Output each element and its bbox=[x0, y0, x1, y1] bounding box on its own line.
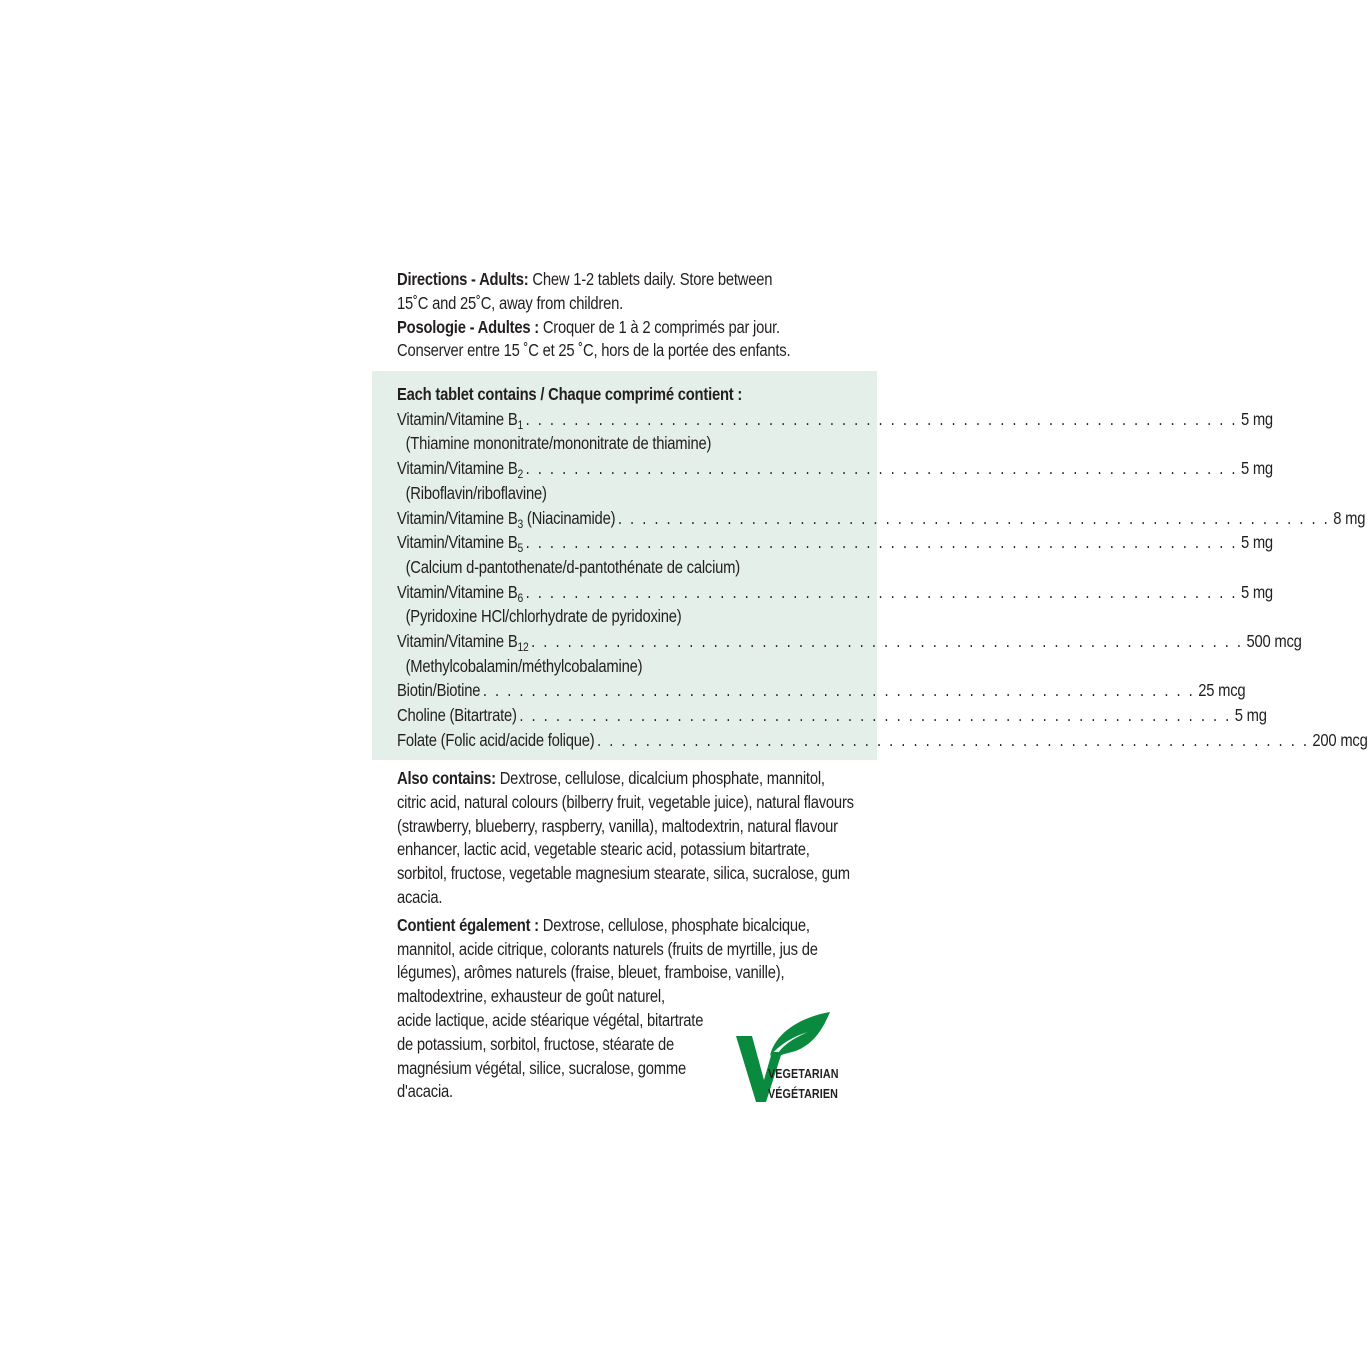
directions-en-text-1: Chew 1-2 tablets daily. Store between bbox=[528, 269, 773, 289]
ingredient-source: (Calcium d-pantothenate/d-pantothénate de calcium) bbox=[405, 556, 740, 577]
directions-fr-label: Posologie - Adultes : bbox=[397, 316, 539, 337]
ingredient-subscript: 2 bbox=[517, 467, 524, 482]
ingredient-amount: 5 mg bbox=[1234, 705, 1267, 726]
ingredient-subscript: 5 bbox=[517, 541, 524, 556]
directions-en-text-2: 15˚C and 25˚C, away from children. bbox=[397, 292, 624, 313]
directions-en-label: Directions - Adults: bbox=[397, 269, 529, 289]
ingredient-row bbox=[397, 506, 1366, 531]
ingredient-source: (Pyridoxine HCl/chlorhydrate de pyridoxine) bbox=[405, 606, 682, 627]
ingredient-amount: 8 mg bbox=[1333, 507, 1366, 528]
ingredient-name-text: Vitamin/Vitamine B bbox=[397, 408, 518, 429]
ingredient-name-text: Vitamin/Vitamine B bbox=[397, 507, 518, 528]
ingredient-amount: 5 mg bbox=[1240, 532, 1273, 553]
ingredient-name bbox=[397, 728, 594, 753]
ingredients-panel bbox=[372, 371, 1368, 760]
also-contains-fr bbox=[397, 914, 857, 1009]
ingredient-name-text: Vitamin/Vitamine B bbox=[397, 631, 518, 652]
dot-leader: . . . . . . . . . . . . . . . . . . . . . . . . . . . . . . . . . . . . . . . . . . . . . . . . . . . . . . . . . . . bbox=[482, 680, 1195, 701]
ingredient-source: (Thiamine mononitrate/mononitrate de thiamine) bbox=[405, 433, 712, 454]
ingredient-name bbox=[397, 580, 523, 605]
ingredient-subscript: 1 bbox=[517, 417, 524, 432]
ingredient-name-text: Vitamin/Vitamine B bbox=[397, 581, 518, 602]
directions-fr bbox=[397, 316, 857, 364]
ingredient-row bbox=[397, 456, 1273, 482]
dot-leader: . . . . . . . . . . . . . . . . . . . . . . . . . . . . . . . . . . . . . . . . . . . . . . . . . . . . . . . . . . . bbox=[617, 507, 1330, 528]
also-contains-en-label: Also contains: bbox=[397, 768, 496, 788]
also-contains-fr-narrow: acide lactique, acide stéarique végétal, bitartrate de potassium, sorbitol, fructose, stéarate de magnésium végétal, silice, sucralose, gomme d'acacia. bbox=[397, 1009, 704, 1102]
vegetarian-label-fr: VÉGÉTARIEN bbox=[768, 1087, 838, 1101]
dot-leader: . . . . . . . . . . . . . . . . . . . . . . . . . . . . . . . . . . . . . . . . . . . . . . . . . . . . . . . . . . . bbox=[525, 408, 1238, 429]
directions-fr-text-2: Conserver entre 15 ˚C et 25 ˚C, hors de la portée des enfants. bbox=[397, 340, 791, 361]
also-contains-en bbox=[397, 767, 857, 910]
ingredient-name bbox=[397, 456, 523, 481]
ingredient-name-text: Biotin/Biotine bbox=[397, 680, 481, 701]
ingredient-amount: 25 mcg bbox=[1198, 680, 1246, 701]
vegetarian-logo bbox=[734, 1010, 859, 1106]
directions-section bbox=[397, 268, 857, 363]
ingredient-name-text: Vitamin/Vitamine B bbox=[397, 458, 518, 479]
directions-fr-text-1: Croquer de 1 à 2 comprimés par jour. bbox=[538, 316, 780, 337]
ingredient-subscript: 3 bbox=[517, 516, 524, 531]
vegetarian-label-en: VEGETARIAN bbox=[768, 1067, 839, 1081]
dot-leader: . . . . . . . . . . . . . . . . . . . . . . . . . . . . . . . . . . . . . . . . . . . . . . . . . . . . . . . . . . . bbox=[597, 729, 1309, 750]
ingredient-row bbox=[397, 580, 1273, 605]
ingredient-name-text: Folate (Folic acid/acide folique) bbox=[397, 729, 595, 750]
ingredient-name-text: Choline (Bitartrate) bbox=[397, 705, 517, 726]
ingredient-source: (Methylcobalamin/méthylcobalamine) bbox=[405, 655, 643, 676]
ingredient-name bbox=[397, 407, 523, 432]
ingredient-subscript: 6 bbox=[517, 590, 524, 605]
also-contains-en-text: Dextrose, cellulose, dicalcium phosphate, mannitol, citric acid, natural colours (bilberry fruit, vegetable juice), natural flavours (strawberry, blueberry, raspberry, vanilla), maltodextrin, natural flavour enhancer, lactic acid, vegetable stearic acid, potassium bitartrate, sorbitol, fructose, vegetable magnesium stearate, silica, sucralose, gum acacia. bbox=[397, 768, 854, 907]
ingredient-row bbox=[397, 703, 1267, 728]
ingredient-name bbox=[397, 703, 517, 728]
ingredient-amount: 200 mcg bbox=[1312, 729, 1368, 750]
ingredient-name bbox=[397, 678, 480, 703]
ingredient-row bbox=[397, 407, 1273, 432]
ingredient-name bbox=[397, 629, 529, 654]
ingredient-subscript: 12 bbox=[517, 640, 529, 655]
ingredient-name bbox=[397, 506, 615, 531]
dot-leader: . . . . . . . . . . . . . . . . . . . . . . . . . . . . . . . . . . . . . . . . . . . . . . . . . . . . . . . . . . . bbox=[519, 705, 1232, 726]
ingredients-list bbox=[397, 382, 1368, 753]
ingredient-source: (Riboflavin/riboflavine) bbox=[405, 482, 547, 503]
ingredient-row bbox=[397, 530, 1273, 556]
also-contains-fr-text-wide: Dextrose, cellulose, phosphate bicalcique, mannitol, acide citrique, colorants naturels (fruits de myrtille, jus de légumes), arômes naturels (fraise, bleuet, framboise, vanille), maltodextrine, exhausteur de goût naturel, bbox=[397, 914, 818, 1007]
ingredient-name-text: Vitamin/Vitamine B bbox=[397, 532, 518, 553]
ingredient-amount: 5 mg bbox=[1240, 408, 1273, 429]
ingredient-suffix: (Niacinamide) bbox=[523, 507, 616, 528]
ingredient-row bbox=[397, 678, 1246, 703]
ingredient-amount: 5 mg bbox=[1240, 458, 1273, 479]
dot-leader: . . . . . . . . . . . . . . . . . . . . . . . . . . . . . . . . . . . . . . . . . . . . . . . . . . . . . . . . . . . bbox=[531, 631, 1244, 652]
dot-leader: . . . . . . . . . . . . . . . . . . . . . . . . . . . . . . . . . . . . . . . . . . . . . . . . . . . . . . . . . . . bbox=[525, 581, 1238, 602]
ingredient-row bbox=[397, 629, 1302, 655]
ingredients-heading: Each tablet contains / Chaque comprimé contient : bbox=[397, 384, 743, 404]
also-contains-fr-label: Contient également : bbox=[397, 914, 539, 935]
ingredient-amount: 5 mg bbox=[1240, 581, 1273, 602]
dot-leader: . . . . . . . . . . . . . . . . . . . . . . . . . . . . . . . . . . . . . . . . . . . . . . . . . . . . . . . . . . . bbox=[525, 532, 1238, 553]
dot-leader: . . . . . . . . . . . . . . . . . . . . . . . . . . . . . . . . . . . . . . . . . . . . . . . . . . . . . . . . . . . bbox=[525, 458, 1238, 479]
ingredient-amount: 500 mcg bbox=[1246, 631, 1302, 652]
ingredient-row bbox=[397, 728, 1368, 753]
ingredient-name bbox=[397, 530, 523, 555]
directions-en bbox=[397, 268, 857, 316]
